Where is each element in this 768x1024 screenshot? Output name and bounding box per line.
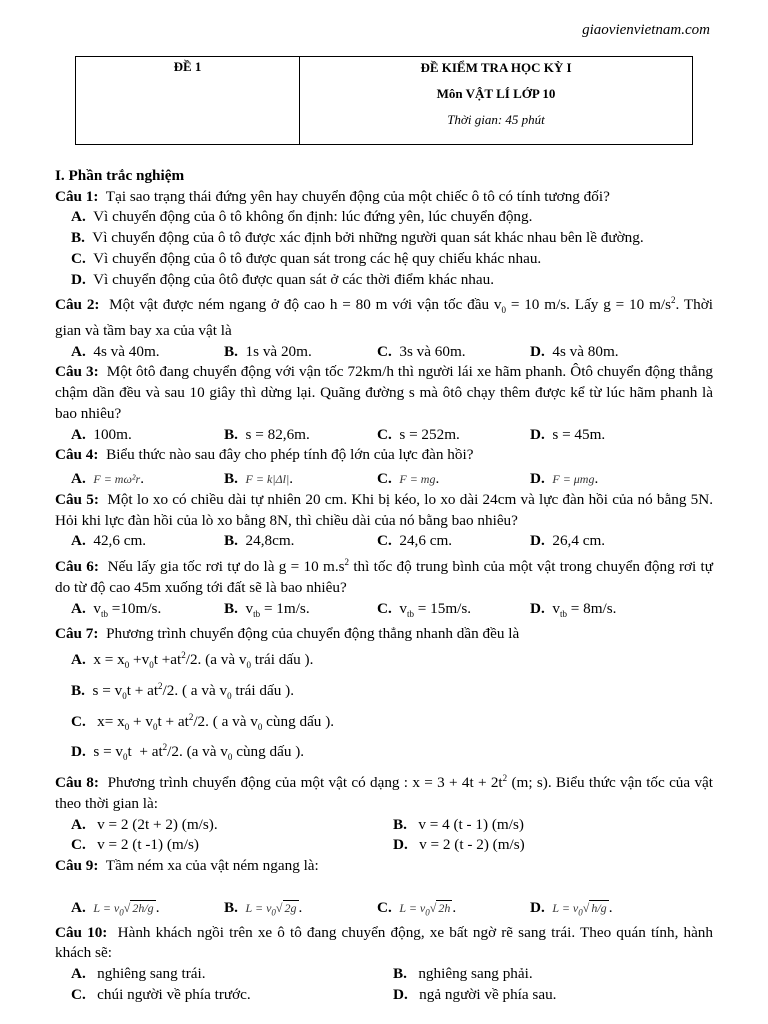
option-b: B. $L = v_0√$ 2g .	[224, 898, 303, 918]
options-row	[55, 466, 713, 490]
option-a: A. $L = v_0√$ 2h/g .	[71, 898, 160, 918]
option-c	[55, 249, 713, 270]
question-text: Một vật được ném ngang ở độ cao h = 80 m với vận tốc đầu v	[109, 296, 502, 314]
options-row	[55, 964, 713, 985]
exam-header	[75, 56, 693, 145]
question-10: Câu 10: Hành khách ngồi trên xe ô tô đang chuyển động, xe bất ngờ rẽ sang trái. Theo quán tính, hành khách sẽ:	[55, 923, 713, 962]
option-key: D.	[71, 270, 86, 288]
question-9: Câu 9: Tầm ném xa của vật ném ngang là:	[55, 857, 319, 875]
exam-content	[55, 166, 713, 1006]
question-text: Tại sao trạng thái đứng yên hay chuyển động của một chiếc ô tô có tính tương đối?	[105, 187, 610, 205]
option-a: A. 4s và 40m.	[71, 342, 160, 360]
question-label: Câu 2:	[55, 296, 100, 314]
question-8: Câu 8: Phương trình chuyển động của một vật có dạng : $x = 3 + 4t + 2t^2$ (m; s). Biểu thức vận tốc của vật theo thời gian là:	[55, 773, 714, 812]
exam-title-block	[300, 57, 692, 144]
option-c: C. v = 2 (t -1) (m/s)	[71, 836, 199, 854]
options-row	[55, 342, 713, 363]
question-7: Câu 7: Phương trình chuyển động của chuyển động thẳng nhanh dần đều là	[55, 625, 520, 643]
question-3: Câu 3: Một ôtô đang chuyển động với vận tốc 72km/h thì người lái xe hãm phanh. Ôtô chuyển động thẳng chậm dần đều và sau 10 giây thì dừng lại. Quãng đường s mà ôtô chạy thêm được kể từ lúc hãm phanh là bao nhiêu?	[55, 363, 714, 422]
option-a: A. $x = x_0 +v_0t +at^2/2$. (a và $v_0$ trái dấu ).	[71, 649, 314, 671]
option-d: D. $s = v_0t + at^2/2$. (a và $v_0$ cùng dấu ).	[71, 742, 305, 763]
options-row	[55, 815, 713, 836]
option-a	[55, 207, 713, 228]
option-a: A. 100m.	[71, 425, 132, 443]
site-watermark: giaovienvietnam.com	[582, 22, 710, 38]
options-row	[55, 877, 713, 923]
question-text: = 10 m/s. Lấy g = 10	[505, 296, 645, 314]
options-row	[55, 531, 713, 552]
option-b: B. F = k|Δl|.	[224, 470, 294, 488]
options-row	[55, 985, 713, 1006]
option-text: Vì chuyển động của ô tô không ổn định: lúc đứng yên, lúc chuyển động.	[93, 208, 533, 226]
question-2: Câu 2: Một vật được ném ngang ở độ cao h = 80 m với vận tốc đầu $v_0 = 10$ m/s. Lấy g = 10 $m/s^2$. Thời gian và tầm bay xa của vật là	[55, 295, 714, 340]
option-a: A. F = mω²r.	[71, 470, 144, 488]
option-c: C. $x= x_0 + v_0t + at^2/2$. ( a và $v_0$ cùng dấu ).	[71, 711, 335, 732]
question-1	[55, 187, 713, 208]
question-5: Câu 5: Một lo xo có chiều dài tự nhiên 20 cm. Khi bị kéo, lo xo dài 24cm và lực đàn hồi của nó bằng 5N. Hỏi khi lực đàn hồi của lò xo bằng 8N, thì chiều dài của nó bằng bao nhiêu?	[55, 490, 714, 529]
section-title: I. Phần trắc nghiệm	[55, 167, 185, 184]
formula-image: F = mω²r	[93, 472, 141, 487]
option-d: D. s = 45m.	[530, 425, 606, 443]
option-d: D. ngả người về phía sau.	[393, 985, 557, 1003]
option-c: C. F = mg.	[377, 470, 440, 488]
formula-image: $L = v_0√$ h/g	[552, 900, 607, 918]
option-d: D. F = μmg.	[530, 470, 599, 488]
question-4: Câu 4: Biểu thức nào sau đây cho phép tính độ lớn của lực đàn hồi?	[55, 446, 474, 464]
options-row	[55, 425, 713, 446]
option-c: C. $v_{tb} = 15m/s$.	[377, 599, 472, 619]
question-label: Câu 1:	[55, 187, 99, 205]
option-c: C. s = 252m.	[377, 425, 460, 443]
exam-subject: Môn VẬT LÍ LỚP 10	[436, 86, 556, 101]
option-d: D. $v_{tb} = 8m/s$.	[530, 599, 617, 619]
exam-code: ĐỀ 1	[76, 57, 300, 144]
formula-image: F = mg	[399, 472, 436, 487]
option-text: Vì chuyển động của ô tô được quan sát trong các hệ quy chiếu khác nhau.	[93, 249, 542, 267]
option-c: C. $L = v_0√$ 2h .	[377, 898, 457, 918]
option-a: A. $v_{tb} =10m/s$.	[71, 599, 162, 619]
option-d: D. 4s và 80m.	[530, 342, 619, 360]
option-b: B. 24,8cm.	[224, 532, 295, 550]
option-d: D. $L = v_0√$ h/g .	[530, 898, 613, 918]
formula-image: F = k|Δl|	[245, 472, 290, 487]
question-6: Câu 6: Nếu lấy gia tốc rơi tự do là g = 10 $m.s^2$ thì tốc độ trung bình của một vật trong chuyển động rơi tự do từ độ cao 45m xuống tới đất sẽ là bao nhiêu?	[55, 557, 714, 596]
option-text: Vì chuyển động của ôtô được quan sát ở các thời điểm khác nhau.	[93, 270, 495, 288]
option-b: B. nghiêng sang phải.	[393, 965, 533, 983]
formula-image: F = μmg	[552, 472, 595, 487]
formula-image: $L = v_0√$ 2h	[399, 900, 451, 918]
formula-image: $L = v_0√$ 2h/g	[93, 900, 154, 918]
option-c: C. chúi người về phía trước.	[71, 985, 251, 1003]
option-b: B. v = 4 (t - 1) (m/s)	[393, 815, 524, 833]
formula-image: $L = v_0√$ 2g	[245, 900, 297, 918]
options-row	[55, 599, 713, 625]
exam-title: ĐỀ KIỂM TRA HỌC KỲ I	[420, 60, 572, 75]
option-key: C.	[71, 249, 86, 267]
option-c: C. 24,6 cm.	[377, 532, 453, 550]
option-d	[55, 270, 713, 291]
option-b: B. $s = v_0t + at^2/2$. ( a và $v_0$ trái dấu ).	[71, 680, 294, 701]
question-text: . Thời gian và tầm bay xa của vật là	[55, 296, 714, 340]
option-a: A. 42,6 cm.	[71, 532, 147, 550]
option-b: B. $v_{tb} = 1m/s$.	[224, 599, 310, 619]
option-b	[55, 228, 713, 249]
option-a: A. v = 2 (2t + 2) (m/s).	[71, 815, 218, 833]
option-a: A. nghiêng sang trái.	[71, 965, 206, 983]
option-b: B. s = 82,6m.	[224, 425, 310, 443]
option-key: A.	[71, 208, 86, 226]
option-d: D. v = 2 (t - 2) (m/s)	[393, 836, 525, 854]
option-c: C. 3s và 60m.	[377, 342, 466, 360]
options-row	[55, 835, 713, 856]
option-b: B. 1s và 20m.	[224, 342, 312, 360]
question-text: m/s	[649, 296, 672, 314]
option-d: D. 26,4 cm.	[530, 532, 606, 550]
option-text: Vì chuyển động của ô tô được xác định bởi những người quan sát khác nhau bên lề đường.	[92, 229, 644, 247]
option-key: B.	[71, 229, 85, 247]
exam-time: Thời gian: 45 phút	[447, 112, 545, 127]
